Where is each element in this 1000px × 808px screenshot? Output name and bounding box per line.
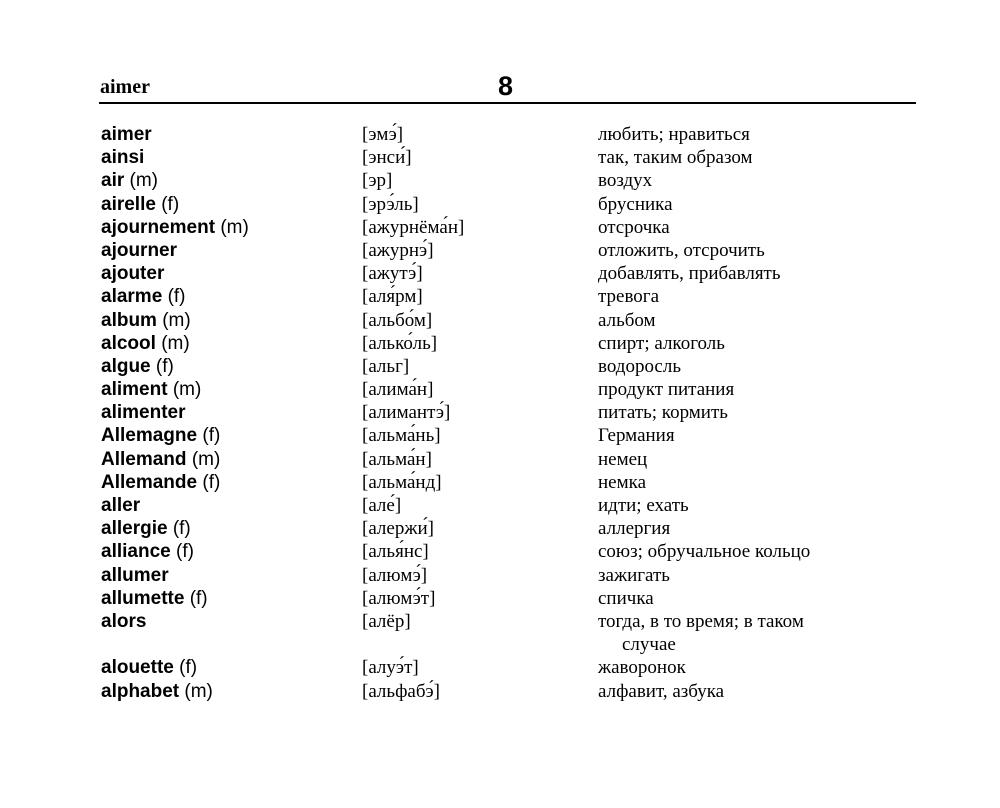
translation-text: любить; нравиться [598,124,750,145]
gender-marker: (m) [162,309,191,331]
translation [598,285,898,308]
dictionary-entry [101,216,901,239]
translation [598,564,898,587]
translation-text: отложить, отсрочить [598,239,765,261]
gender-marker: (f) [176,541,194,563]
translation [598,123,898,146]
header-rule [99,102,916,104]
pronunciation: [альфабэ́] [362,680,440,702]
gender-marker: (m) [129,170,159,192]
dictionary-entry [101,587,901,610]
entry-word [101,680,213,703]
headword: allergie [101,518,168,540]
dictionary-entry [101,656,901,679]
translation [598,471,898,494]
entry-word [101,587,208,610]
gender-marker: (f) [172,518,191,540]
translation [598,309,898,332]
translation-text: идти; ехать [598,495,689,516]
pronunciation: [ажурнёма́н] [362,216,465,238]
translation-continuation: случае [622,634,676,656]
translation-text: воздух [598,170,653,192]
headword: alliance [101,541,171,563]
pronunciation: [альма́нд] [362,471,442,493]
pronunciation: [эр] [362,170,393,192]
pronunciation: [энси́] [362,147,412,169]
headword: air [101,170,125,192]
headword: allumer [101,564,169,586]
translation-text: отсрочка [598,216,670,238]
gender-marker: (m) [161,332,190,354]
dictionary-entry [101,564,901,587]
entry-word [101,378,201,401]
entry-word [101,193,179,216]
translation [598,680,898,703]
page-header [99,64,916,104]
headword: alarme [101,286,163,308]
dictionary-entry [101,424,901,447]
translation [598,540,898,563]
translation-text: зажигать [598,564,670,586]
translation-text: союз; обручальное кольцо [598,541,811,563]
gender-marker: (f) [189,587,208,609]
entry-word [101,216,249,239]
pronunciation: [алья́нс] [362,541,429,563]
headword: aller [101,495,141,516]
dictionary-entry [101,401,901,424]
dictionary-entry [101,262,901,285]
translation-text: так, таким образом [598,147,753,169]
entry-word [101,169,158,192]
entry-word [101,355,174,378]
dictionary-entry [101,146,901,169]
translation [598,448,898,471]
translation-text: тревога [598,286,660,308]
dictionary-entry [101,540,901,563]
entry-word [101,494,140,517]
pronunciation: [альбо́м] [362,309,433,331]
entry-word [101,332,190,355]
headword: airelle [101,193,156,215]
pronunciation: [ажутэ́] [362,263,423,285]
translation [598,517,898,540]
dictionary-entry [101,332,901,355]
pronunciation: [алюмэ́] [362,564,428,586]
dictionary-entry [101,471,901,494]
translation [598,169,898,192]
dictionary-entry [101,680,901,703]
pronunciation: [алержи́] [362,518,434,540]
translation [598,424,898,447]
headword: aliment [101,379,168,401]
pronunciation: [алима́н] [362,379,434,401]
entry-word [101,309,191,332]
entry-word [101,517,191,540]
gender-marker: (f) [202,471,221,493]
pronunciation: [алуэ́т] [362,657,419,679]
headword: ajourner [101,239,178,261]
headword: alouette [101,657,174,679]
headword: ajournement [101,216,216,238]
headword: algue [101,355,151,377]
translation [598,332,898,355]
pronunciation: [алимантэ́] [362,402,451,424]
translation-text: немец [598,448,648,470]
dictionary-entry [101,610,901,656]
dictionary-entries [101,123,901,703]
dictionary-entry [101,285,901,308]
headword: ainsi [101,147,145,169]
dictionary-entry [101,239,901,262]
dictionary-entry [101,517,901,540]
translation [598,587,898,610]
translation [598,216,898,239]
entry-word [101,471,220,494]
translation-text: водоросль [598,355,682,377]
translation [598,146,898,169]
translation-text: альбом [598,309,656,331]
pronunciation: [алюмэ́т] [362,587,436,609]
headword: Allemande [101,471,198,493]
translation [598,378,898,401]
pronunciation: [але́] [362,495,402,516]
translation [598,262,898,285]
gender-marker: (m) [220,216,249,238]
dictionary-entry [101,494,901,517]
entry-word [101,146,144,169]
gender-marker: (f) [202,425,221,447]
translation-text: немка [598,471,647,493]
dictionary-entry [101,169,901,192]
entry-word [101,564,169,587]
pronunciation: [аля́рм] [362,286,423,308]
translation-text: алфавит, азбука [598,680,725,702]
translation-text: аллергия [598,518,671,540]
translation-text: тогда, в то время; в таком [598,610,804,632]
dictionary-entry [101,355,901,378]
translation [598,656,898,679]
translation [598,239,898,262]
headword: alphabet [101,680,180,702]
pronunciation: [эмэ́] [362,124,404,145]
translation-text: спичка [598,587,654,609]
dictionary-entry [101,123,901,146]
translation [598,610,898,656]
entry-word [101,448,220,471]
headword: alors [101,610,147,632]
translation-text: питать; кормить [598,402,728,424]
translation-text: Германия [598,425,675,447]
pronunciation: [альг] [362,355,410,377]
entry-word [101,401,185,424]
dictionary-entry [101,309,901,332]
pronunciation: [альма́н] [362,448,432,470]
entry-word [101,123,152,146]
entry-word [101,540,194,563]
guide-word: aimer [100,76,150,98]
translation-text: добавлять, прибавлять [598,263,781,285]
gender-marker: (m) [191,448,221,470]
dictionary-entry [101,193,901,216]
translation [598,401,898,424]
headword: alcool [101,332,156,354]
pronunciation: [ажурнэ́] [362,239,434,261]
gender-marker: (m) [172,379,202,401]
pronunciation: [альма́нь] [362,425,441,447]
gender-marker: (f) [161,193,180,215]
headword: alimenter [101,402,186,424]
headword: aimer [101,124,152,145]
headword: Allemand [101,448,187,470]
entry-word [101,285,186,308]
pronunciation: [алёр] [362,610,411,632]
headword: album [101,309,157,331]
translation [598,494,898,517]
page-number: 8 [498,71,514,101]
entry-word [101,262,164,285]
translation [598,193,898,216]
gender-marker: (f) [167,286,186,308]
entry-word [101,424,220,447]
gender-marker: (m) [184,680,213,702]
headword: allumette [101,587,185,609]
entry-word [101,656,197,679]
entry-word [101,610,146,633]
translation-text: брусника [598,193,673,215]
translation-text: продукт питания [598,379,735,401]
headword: Allemagne [101,425,198,447]
dictionary-entry [101,378,901,401]
translation [598,355,898,378]
gender-marker: (f) [155,355,174,377]
headword: ajouter [101,263,165,285]
translation-text: жаворонок [598,657,686,679]
pronunciation: [алько́ль] [362,332,438,354]
gender-marker: (f) [179,657,198,679]
entry-word [101,239,177,262]
translation-text: спирт; алкоголь [598,332,725,354]
dictionary-entry [101,448,901,471]
pronunciation: [эрэ́ль] [362,193,419,215]
